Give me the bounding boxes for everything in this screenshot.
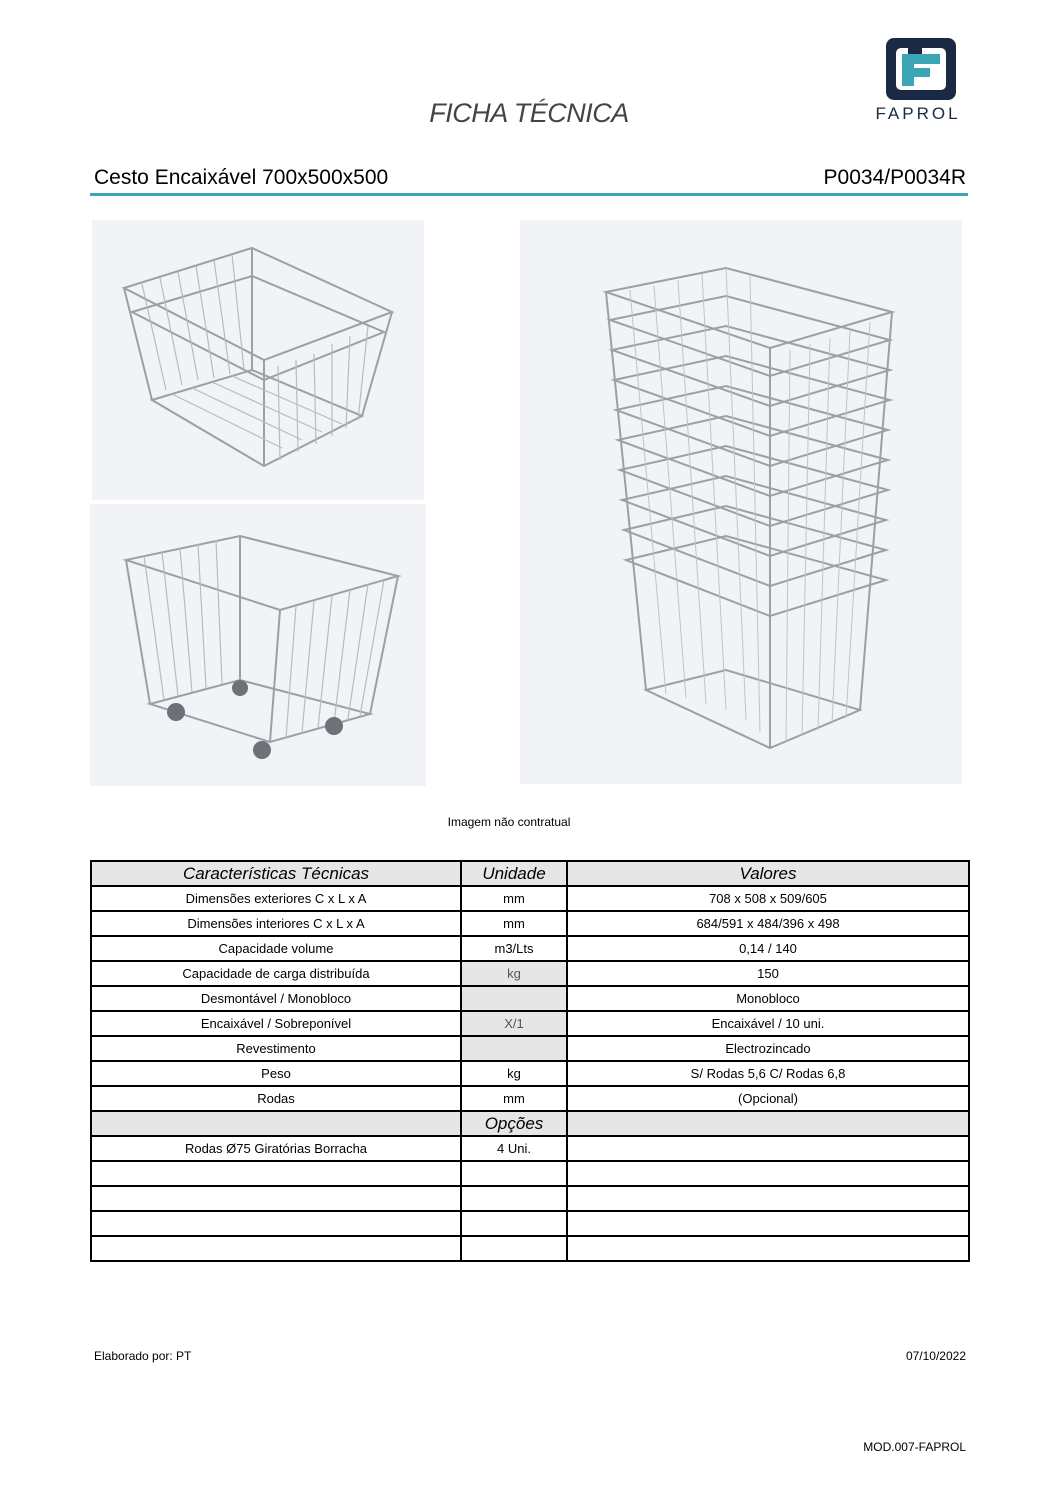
options-header-blank <box>567 1111 969 1136</box>
option-row <box>91 1186 969 1211</box>
option-row <box>91 1236 969 1261</box>
value-cell: (Opcional) <box>567 1086 969 1111</box>
feature-cell: Encaixável / Sobreponível <box>91 1011 461 1036</box>
table-row <box>91 986 969 1011</box>
logo-text: FAPROL <box>875 104 961 123</box>
unit-cell: mm <box>461 1086 567 1111</box>
feature-cell <box>91 1186 461 1211</box>
value-cell: Electrozincado <box>567 1036 969 1061</box>
header-feature: Características Técnicas <box>91 861 461 886</box>
unit-cell: 4 Uni. <box>461 1136 567 1161</box>
title-divider <box>90 193 968 196</box>
value-cell <box>567 1136 969 1161</box>
unit-cell <box>461 986 567 1011</box>
feature-cell: Rodas <box>91 1086 461 1111</box>
value-cell: Monobloco <box>567 986 969 1011</box>
table-row <box>91 961 969 986</box>
unit-cell: kg <box>461 1061 567 1086</box>
feature-cell: Peso <box>91 1061 461 1086</box>
table-row <box>91 886 969 911</box>
value-cell: S/ Rodas 5,6 C/ Rodas 6,8 <box>567 1061 969 1086</box>
feature-cell: Desmontável / Monobloco <box>91 986 461 1011</box>
form-code: MOD.007-FAPROL <box>863 1440 966 1454</box>
table-row <box>91 1036 969 1061</box>
option-row <box>91 1136 969 1161</box>
table-header-row <box>91 861 969 886</box>
feature-cell: Capacidade volume <box>91 936 461 961</box>
table-row <box>91 1061 969 1086</box>
basket-with-wheels-photo <box>90 504 426 786</box>
unit-cell <box>461 1236 567 1261</box>
value-cell: 708 x 508 x 509/605 <box>567 886 969 911</box>
stacked-baskets-photo <box>520 220 962 784</box>
table-row <box>91 1086 969 1111</box>
option-row <box>91 1211 969 1236</box>
table-row <box>91 936 969 961</box>
feature-cell: Capacidade de carga distribuída <box>91 961 461 986</box>
options-header-row <box>91 1111 969 1136</box>
wire-basket-with-wheels-image <box>90 504 426 786</box>
unit-cell <box>461 1186 567 1211</box>
feature-cell: Revestimento <box>91 1036 461 1061</box>
value-cell: 0,14 / 140 <box>567 936 969 961</box>
unit-cell: kg <box>461 961 567 986</box>
unit-cell <box>461 1036 567 1061</box>
options-header-blank <box>91 1111 461 1136</box>
product-code: P0034/P0034R <box>823 166 966 189</box>
specifications-table <box>90 860 970 1262</box>
author-label: Elaborado por: PT <box>94 1349 192 1363</box>
unit-cell: m3/Lts <box>461 936 567 961</box>
value-cell: 684/591 x 484/396 x 498 <box>567 911 969 936</box>
image-disclaimer: Imagem não contratual <box>447 815 571 829</box>
feature-cell <box>91 1236 461 1261</box>
stacked-baskets-image <box>520 220 962 784</box>
value-cell <box>567 1211 969 1236</box>
header-value: Valores <box>567 861 969 886</box>
options-header: Opções <box>461 1111 567 1136</box>
unit-cell: mm <box>461 886 567 911</box>
value-cell <box>567 1186 969 1211</box>
feature-cell: Dimensões exteriores C x L x A <box>91 886 461 911</box>
unit-cell <box>461 1211 567 1236</box>
feature-cell <box>91 1211 461 1236</box>
header-unit: Unidade <box>461 861 567 886</box>
option-row <box>91 1161 969 1186</box>
product-name: Cesto Encaixável 700x500x500 <box>94 166 389 189</box>
unit-cell: mm <box>461 911 567 936</box>
unit-cell <box>461 1161 567 1186</box>
value-cell: 150 <box>567 961 969 986</box>
document-date: 07/10/2022 <box>905 1349 966 1363</box>
unit-cell: X/1 <box>461 1011 567 1036</box>
basket-photo <box>92 220 424 500</box>
value-cell <box>567 1161 969 1186</box>
feature-cell <box>91 1161 461 1186</box>
wire-basket-image <box>92 220 424 500</box>
value-cell <box>567 1236 969 1261</box>
value-cell: Encaixável / 10 uni. <box>567 1011 969 1036</box>
table-row <box>91 911 969 936</box>
table-row <box>91 1011 969 1036</box>
feature-cell: Rodas Ø75 Giratórias Borracha <box>91 1136 461 1161</box>
document-title: FICHA TÉCNICA <box>429 98 629 128</box>
feature-cell: Dimensões interiores C x L x A <box>91 911 461 936</box>
